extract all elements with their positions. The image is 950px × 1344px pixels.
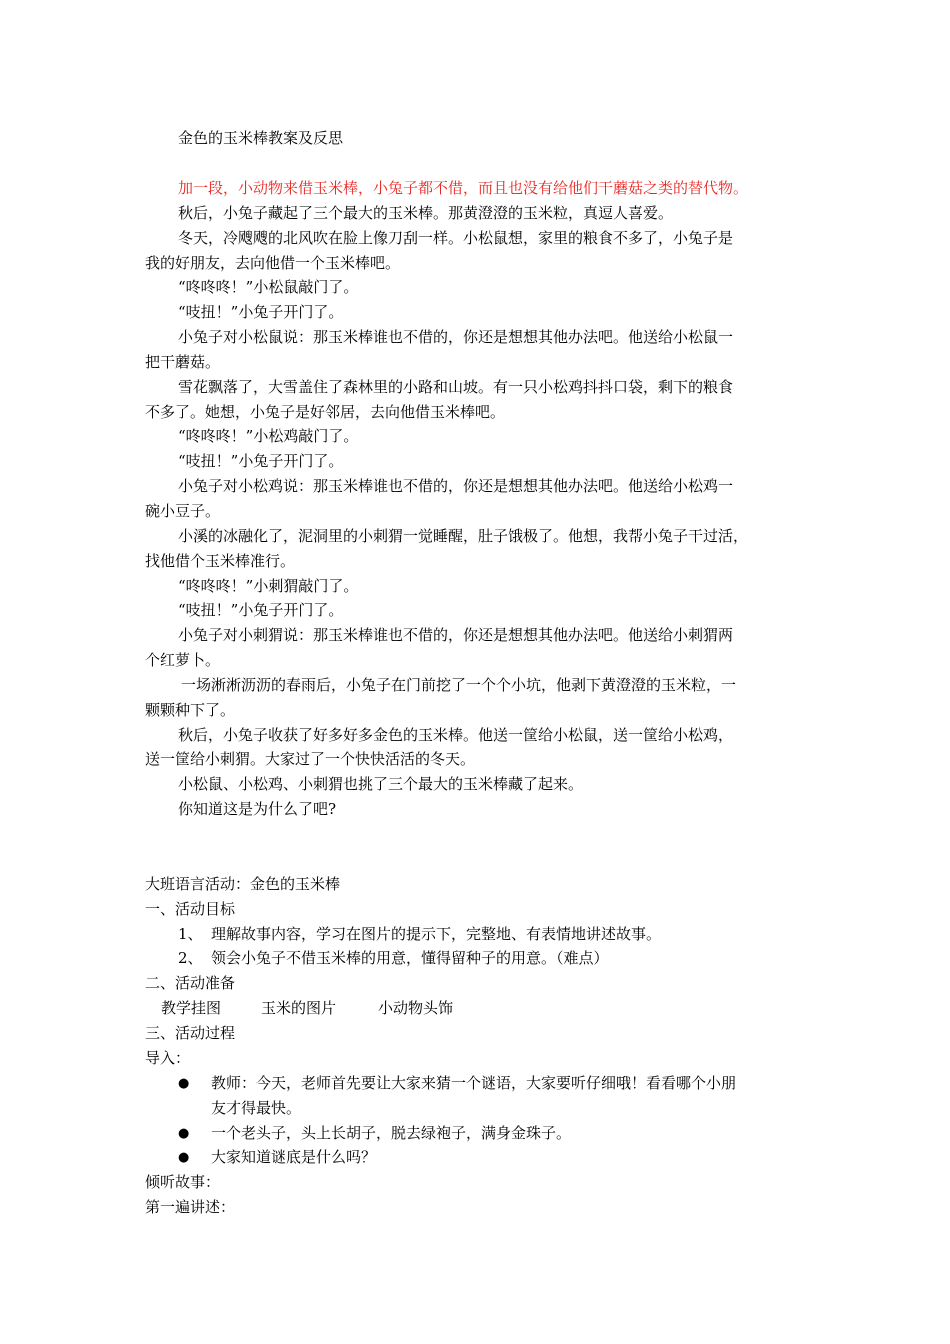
section-heading: 一、活动目标	[145, 900, 236, 918]
listen-label: 倾听故事：	[145, 1173, 221, 1191]
story-line: 颗颗种下了。	[145, 701, 236, 719]
story-line: 我的好朋友，去向他借一个玉米棒吧。	[145, 254, 401, 272]
goal-text: 领会小兔子不借玉米棒的用意，懂得留种子的用意。（难点）	[211, 949, 609, 967]
bullet-icon: ●	[178, 1126, 190, 1141]
bullet-icon: ●	[178, 1076, 190, 1091]
story-line: 把干蘑菇。	[145, 353, 221, 371]
story-line: 你知道这是为什么了吧?	[178, 800, 337, 818]
story-line: “吱扭！”小兔子开门了。	[178, 303, 344, 321]
story-line: 小兔子对小刺猬说：那玉米棒谁也不借的，你还是想想其他办法吧。他送给小刺猬两	[178, 626, 734, 644]
bullet-icon: ●	[178, 1150, 190, 1165]
story-line: “吱扭！”小兔子开门了。	[178, 601, 344, 619]
story-line: 秋后，小兔子收获了好多好多金色的玉米棒。他送一筐给小松鼠，送一筐给小松鸡，	[178, 726, 734, 744]
bullet-text: 一个老头子，头上长胡子，脱去绿袍子，满身金珠子。	[211, 1124, 572, 1142]
story-line: 一场淅淅沥沥的春雨后，小兔子在门前挖了一个个小坑，他剥下黄澄澄的玉米粒，一	[181, 676, 737, 694]
intro-label: 导入：	[145, 1049, 191, 1067]
bullet-text: 友才得最快。	[211, 1099, 302, 1117]
story-line: “咚咚咚！”小松鼠敲门了。	[178, 278, 359, 296]
prep-item: 玉米的图片	[261, 999, 337, 1017]
story-line: 不多了。她想，小兔子是好邻居，去向他借玉米棒吧。	[145, 403, 506, 421]
goal-number: 1、	[178, 925, 203, 943]
story-line: 小松鼠、小松鸡、小刺猬也挑了三个最大的玉米棒藏了起来。	[178, 775, 584, 793]
story-line: 找他借个玉米棒准行。	[145, 552, 296, 570]
story-line: 小溪的冰融化了，泥洞里的小刺猬一觉睡醒，肚子饿极了。他想，我帮小兔子干过活，	[178, 527, 749, 545]
story-line: 送一筐给小刺猬。大家过了一个快快活活的冬天。	[145, 750, 476, 768]
story-line: 碗小豆子。	[145, 502, 221, 520]
lesson-heading: 大班语言活动：金色的玉米棒	[145, 875, 341, 893]
story-line: 小兔子对小松鼠说：那玉米棒谁也不借的，你还是想想其他办法吧。他送给小松鼠一	[178, 328, 734, 346]
first-telling-label: 第一遍讲述：	[145, 1198, 236, 1216]
story-line: 小兔子对小松鸡说：那玉米棒谁也不借的，你还是想想其他办法吧。他送给小松鸡一	[178, 477, 734, 495]
document-title: 金色的玉米棒教案及反思	[178, 129, 344, 147]
prep-item: 小动物头饰	[378, 999, 454, 1017]
prep-item: 教学挂图	[161, 999, 222, 1017]
story-line: “咚咚咚！”小松鸡敲门了。	[178, 427, 359, 445]
story-line: 冬天，冷飕飕的北风吹在脸上像刀刮一样。小松鼠想，家里的粮食不多了，小兔子是	[178, 229, 734, 247]
story-line: “咚咚咚！”小刺猬敲门了。	[178, 577, 359, 595]
goal-number: 2、	[178, 949, 203, 967]
story-line: “吱扭！”小兔子开门了。	[178, 452, 344, 470]
section-heading: 三、活动过程	[145, 1024, 236, 1042]
bullet-text: 大家知道谜底是什么吗？	[211, 1148, 377, 1166]
story-line: 雪花飘落了，大雪盖住了森林里的小路和山坡。有一只小松鸡抖抖口袋，剩下的粮食	[178, 378, 734, 396]
story-line: 个红萝卜。	[145, 651, 221, 669]
story-line: 秋后，小兔子藏起了三个最大的玉米棒。那黄澄澄的玉米粒，真逗人喜爱。	[178, 204, 674, 222]
editor-note: 加一段，小动物来借玉米棒，小兔子都不借，而且也没有给他们干蘑菇之类的替代物。	[178, 179, 749, 197]
goal-text: 理解故事内容，学习在图片的提示下，完整地、有表情地讲述故事。	[211, 925, 662, 943]
bullet-text: 教师：今天，老师首先要让大家来猜一个谜语，大家要听仔细哦！看看哪个小朋	[211, 1074, 737, 1092]
section-heading: 二、活动准备	[145, 974, 236, 992]
